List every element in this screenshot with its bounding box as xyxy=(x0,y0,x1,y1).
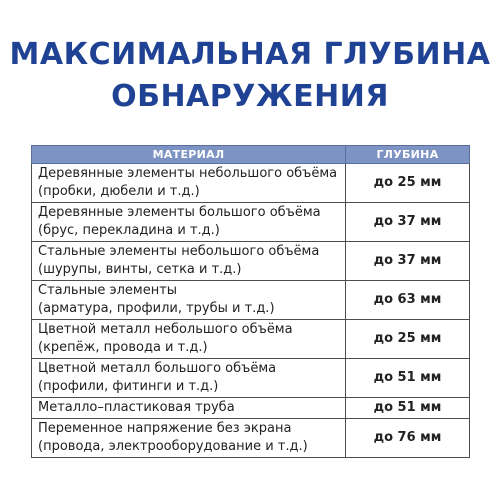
depth-cell: до 25 мм xyxy=(346,164,470,203)
material-cell xyxy=(32,419,346,458)
table-row xyxy=(32,398,470,419)
depth-cell: до 51 мм xyxy=(346,359,470,398)
table-row xyxy=(32,281,470,320)
detection-depth-table xyxy=(31,145,470,458)
table-header-row xyxy=(32,146,470,164)
material-text: Цветной металл небольшого объёма xyxy=(38,322,293,337)
depth-cell: до 37 мм xyxy=(346,203,470,242)
table-body xyxy=(32,164,470,458)
depth-cell: до 63 мм xyxy=(346,281,470,320)
table-row xyxy=(32,242,470,281)
header-depth: ГЛУБИНА xyxy=(346,146,470,164)
material-cell xyxy=(32,320,346,359)
material-text: (шурупы, винты, сетка и т.д.) xyxy=(38,262,242,277)
title-line-1: МАКСИМАЛЬНАЯ ГЛУБИНА xyxy=(9,37,491,72)
table-row xyxy=(32,164,470,203)
table-row xyxy=(32,419,470,458)
table-row xyxy=(32,359,470,398)
material-text: Стальные элементы xyxy=(38,283,178,298)
material-cell xyxy=(32,398,346,419)
table-row xyxy=(32,203,470,242)
material-text: (пробки, дюбели и т.д.) xyxy=(38,184,200,199)
material-text: Деревянные элементы большого объёма xyxy=(38,205,321,220)
table-row xyxy=(32,320,470,359)
material-text: Стальные элементы небольшого объёма xyxy=(38,244,320,259)
material-cell xyxy=(32,203,346,242)
depth-cell: до 51 мм xyxy=(346,398,470,419)
depth-cell: до 37 мм xyxy=(346,242,470,281)
material-text: Металло–пластиковая труба xyxy=(38,400,235,415)
page-title xyxy=(0,34,500,118)
material-text: Деревянные элементы небольшого объёма xyxy=(38,166,338,181)
depth-cell: до 76 мм xyxy=(346,419,470,458)
header-material: МАТЕРИАЛ xyxy=(32,146,346,164)
material-text: (профили, фитинги и т.д.) xyxy=(38,379,219,394)
material-text: (провода, электрооборудование и т.д.) xyxy=(38,439,308,454)
title-line-2: ОБНАРУЖЕНИЯ xyxy=(111,79,389,114)
material-text: (брус, перекладина и т.д.) xyxy=(38,223,220,238)
material-text: Цветной металл большого объёма xyxy=(38,361,277,376)
material-text: (арматура, профили, трубы и т.д.) xyxy=(38,301,275,316)
material-cell xyxy=(32,281,346,320)
material-cell xyxy=(32,164,346,203)
material-cell xyxy=(32,359,346,398)
depth-cell: до 25 мм xyxy=(346,320,470,359)
material-cell xyxy=(32,242,346,281)
material-text: Переменное напряжение без экрана xyxy=(38,421,292,436)
material-text: (крепёж, провода и т.д.) xyxy=(38,340,208,355)
